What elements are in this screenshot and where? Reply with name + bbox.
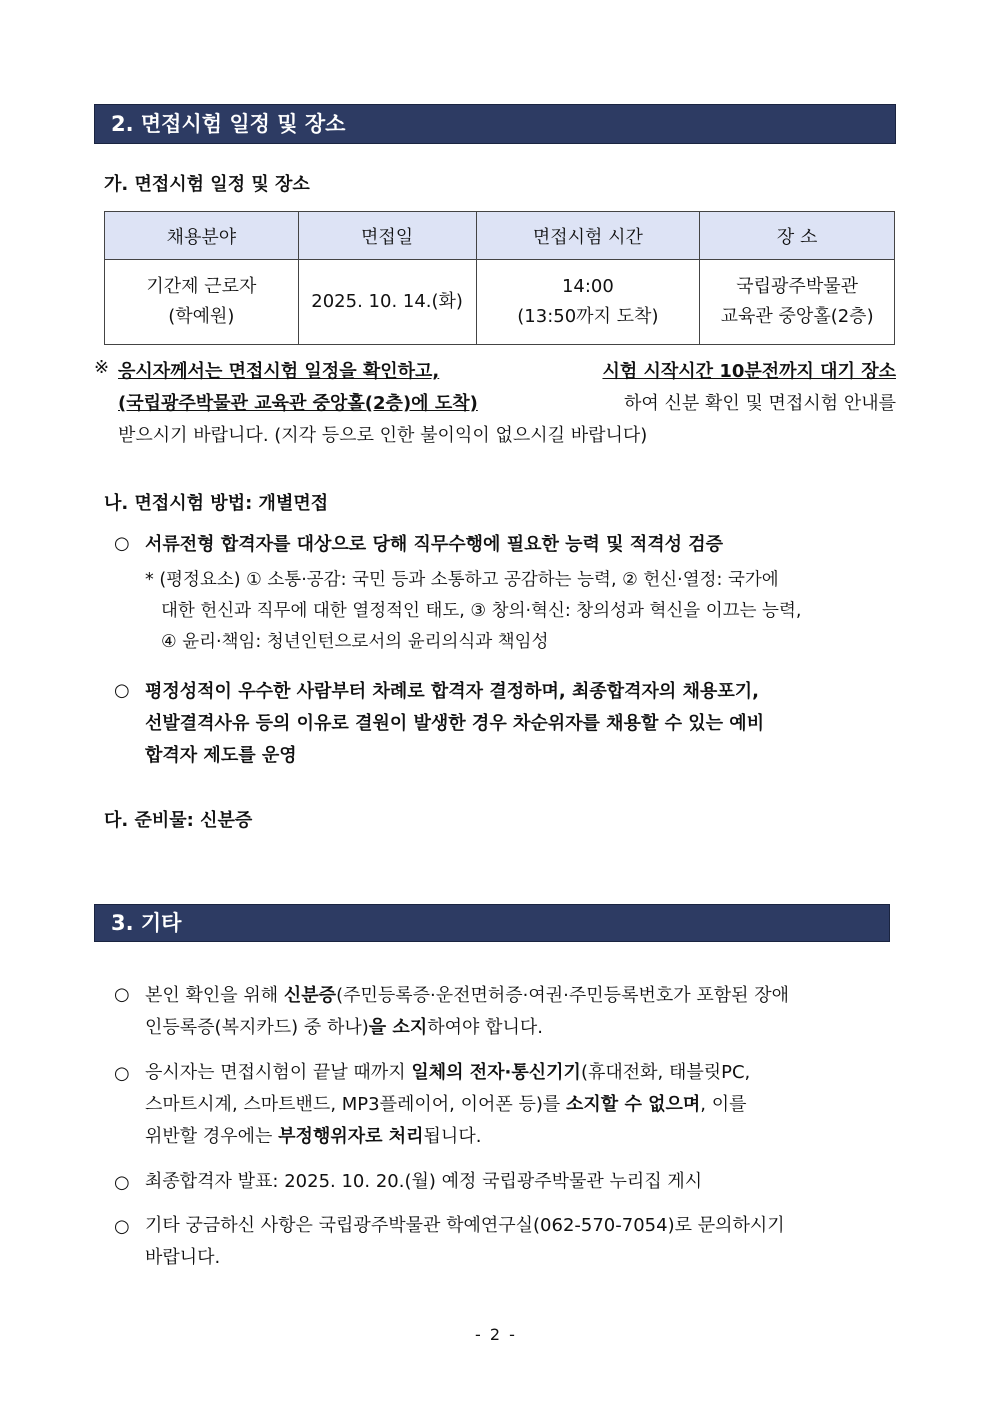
- evaluation-criteria: [145, 565, 897, 658]
- device-prohibition: [145, 1057, 897, 1153]
- field-line-1: 기간제 근로자: [146, 276, 257, 297]
- section-3-title-bar: [94, 904, 890, 942]
- bullet-circle: ○: [114, 680, 130, 701]
- table-header-cell: 면접일: [298, 212, 476, 260]
- interview-schedule-table: [104, 211, 895, 345]
- table-header-cell: 장 소: [700, 212, 895, 260]
- device-text-i: 됩니다.: [423, 1126, 482, 1147]
- bullet-circle: ○: [114, 984, 130, 1005]
- section-2-title-bar: [94, 104, 896, 144]
- device-text-d: 스마트시계, 스마트밴드, MP3플레이어, 이어폰 등)를: [145, 1094, 567, 1115]
- page-number: - 2 -: [475, 1325, 517, 1344]
- device-text-f: , 이를: [700, 1094, 747, 1115]
- place-line-1: 국립광주박물관: [736, 276, 858, 297]
- note-mark: ※: [94, 357, 110, 378]
- table-cell-time: [476, 260, 700, 345]
- table-cell-date: 2025. 10. 14.(화): [298, 260, 476, 345]
- bullet-circle: ○: [114, 1063, 130, 1084]
- device-text-e: 소지할 수 없으며: [566, 1094, 701, 1115]
- field-line-2: (학예원): [168, 306, 235, 327]
- final-announcement: 최종합격자 발표: 2025. 10. 20.(월) 예정 국립광주박물관 누리집 게시: [145, 1171, 703, 1192]
- contact-line-1: 기타 궁금하신 사항은 국립광주박물관 학예연구실(062-570-7054)로 문의하시기: [145, 1215, 785, 1236]
- notice-text-4: 하여 신분 확인 및 면접시험 안내를: [623, 393, 896, 414]
- id-text-e: 을 소지: [368, 1017, 428, 1038]
- section-2-title: 2. 면접시험 일정 및 장소: [111, 112, 346, 136]
- id-text-f: 하여야 합니다.: [427, 1017, 543, 1038]
- id-requirement: [145, 980, 897, 1044]
- table-header-cell: 채용분야: [105, 212, 299, 260]
- device-text-b: 일체의 전자·통신기기: [411, 1062, 581, 1083]
- bullet-circle: ○: [114, 1216, 130, 1237]
- id-text-b: 신분증: [283, 985, 337, 1006]
- notice-underlined-1: 응시자께서는 면접시험 일정을 확인하고,: [118, 361, 440, 382]
- arrival-notice: [118, 356, 896, 452]
- subsection-da-heading: 다. 준비물: 신분증: [104, 810, 253, 831]
- subsection-ga-heading: 가. 면접시험 일정 및 장소: [104, 174, 310, 195]
- bullet-selection: [145, 676, 897, 772]
- criteria-line-1: * (평정요소) ① 소통·공감: 국민 등과 소통하고 공감하는 능력, ② 헌신·열정: 국가에: [145, 570, 779, 590]
- selection-line-1: 평정성적이 우수한 사람부터 차례로 합격자 결정하며, 최종합격자의 채용포기,: [145, 681, 759, 702]
- criteria-line-3: ④ 윤리·책임: 청년인턴으로서의 윤리의식과 책임성: [161, 632, 549, 652]
- table-cell-place: [700, 260, 895, 345]
- device-text-a: 응시자는 면접시험이 끝날 때까지: [145, 1062, 412, 1083]
- selection-line-3: 합격자 제도를 운영: [145, 745, 297, 766]
- notice-underlined-2: 시험 시작시간 10분전까지 대기 장소: [602, 361, 896, 382]
- contact-info: [145, 1210, 897, 1274]
- bullet-verification: 서류전형 합격자를 대상으로 당해 직무수행에 필요한 능력 및 적격성 검증: [145, 534, 724, 555]
- table-header-cell: 면접시험 시간: [476, 212, 700, 260]
- notice-text-5: 받으시기 바랍니다. (지각 등으로 인한 불이익이 없으시길 바랍니다): [118, 425, 648, 446]
- table-row: [105, 260, 895, 345]
- id-text-d: 인등록증(복지카드) 중 하나): [145, 1017, 369, 1038]
- subsection-na-heading: 나. 면접시험 방법: 개별면접: [104, 493, 329, 514]
- selection-line-2: 선발결격사유 등의 이유로 결원이 발생한 경우 차순위자를 채용할 수 있는 예비: [145, 713, 765, 734]
- id-text-c: (주민등록증·운전면허증·여권·주민등록번호가 포함된 장애: [336, 985, 790, 1006]
- id-text-a: 본인 확인을 위해: [145, 985, 284, 1006]
- section-3-title: 3. 기타: [111, 911, 182, 935]
- criteria-line-2: 대한 헌신과 직무에 대한 열정적인 태도, ③ 창의·혁신: 창의성과 혁신을 이끄는 능력,: [161, 601, 802, 621]
- place-line-2: 교육관 중앙홀(2층): [720, 306, 874, 327]
- table-header-row: [105, 212, 895, 260]
- bullet-circle: ○: [114, 1172, 130, 1193]
- table-cell-field: [105, 260, 299, 345]
- device-text-h: 부정행위자로 처리: [278, 1126, 424, 1147]
- notice-underlined-3: (국립광주박물관 교육관 중앙홀(2층)에 도착): [118, 393, 478, 414]
- time-line-2: (13:50까지 도착): [517, 306, 659, 327]
- device-text-c: (휴대전화, 태블릿PC,: [580, 1062, 751, 1083]
- time-line-1: 14:00: [561, 276, 614, 297]
- bullet-circle: ○: [114, 533, 130, 554]
- contact-line-2: 바랍니다.: [145, 1247, 221, 1268]
- device-text-g: 위반할 경우에는: [145, 1126, 279, 1147]
